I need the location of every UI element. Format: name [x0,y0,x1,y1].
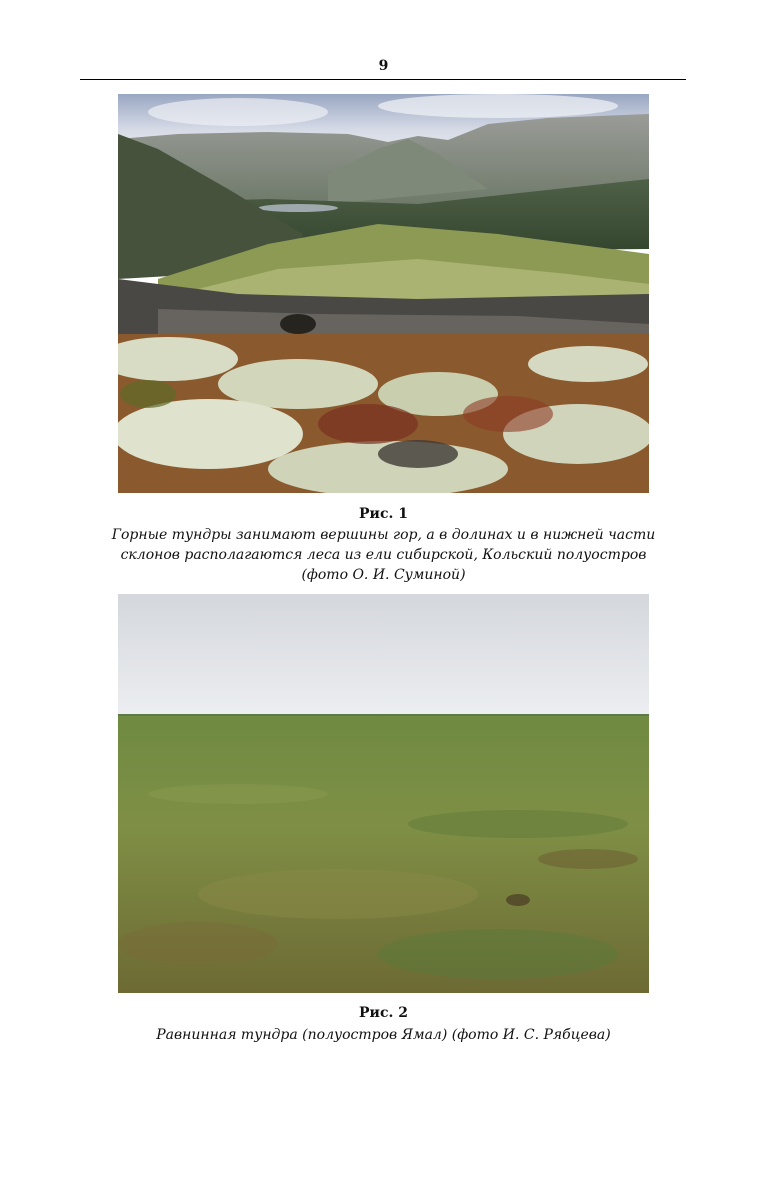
figure-1-caption [90,525,677,585]
figure-1-label: Рис. 1 [359,506,408,522]
photo-flat-tundra [118,594,649,993]
figure-2-label: Рис. 2 [359,1005,408,1021]
photo-mountain-tundra [118,94,649,493]
figure-2-caption: Равнинная тундра (полуостров Ямал) (фото И. С. Рябцева) [156,1027,611,1043]
header-rule [80,79,686,80]
figure-1-caption-line-2: склонов располагаются леса из ели сибирской, Кольский полуостров [120,547,647,563]
figure-1-caption-line-3: (фото О. И. Суминой) [301,567,466,583]
page-number: 9 [378,58,389,74]
figure-1-caption-line-1: Горные тундры занимают вершины гор, а в долинах и в нижней части [111,527,656,543]
